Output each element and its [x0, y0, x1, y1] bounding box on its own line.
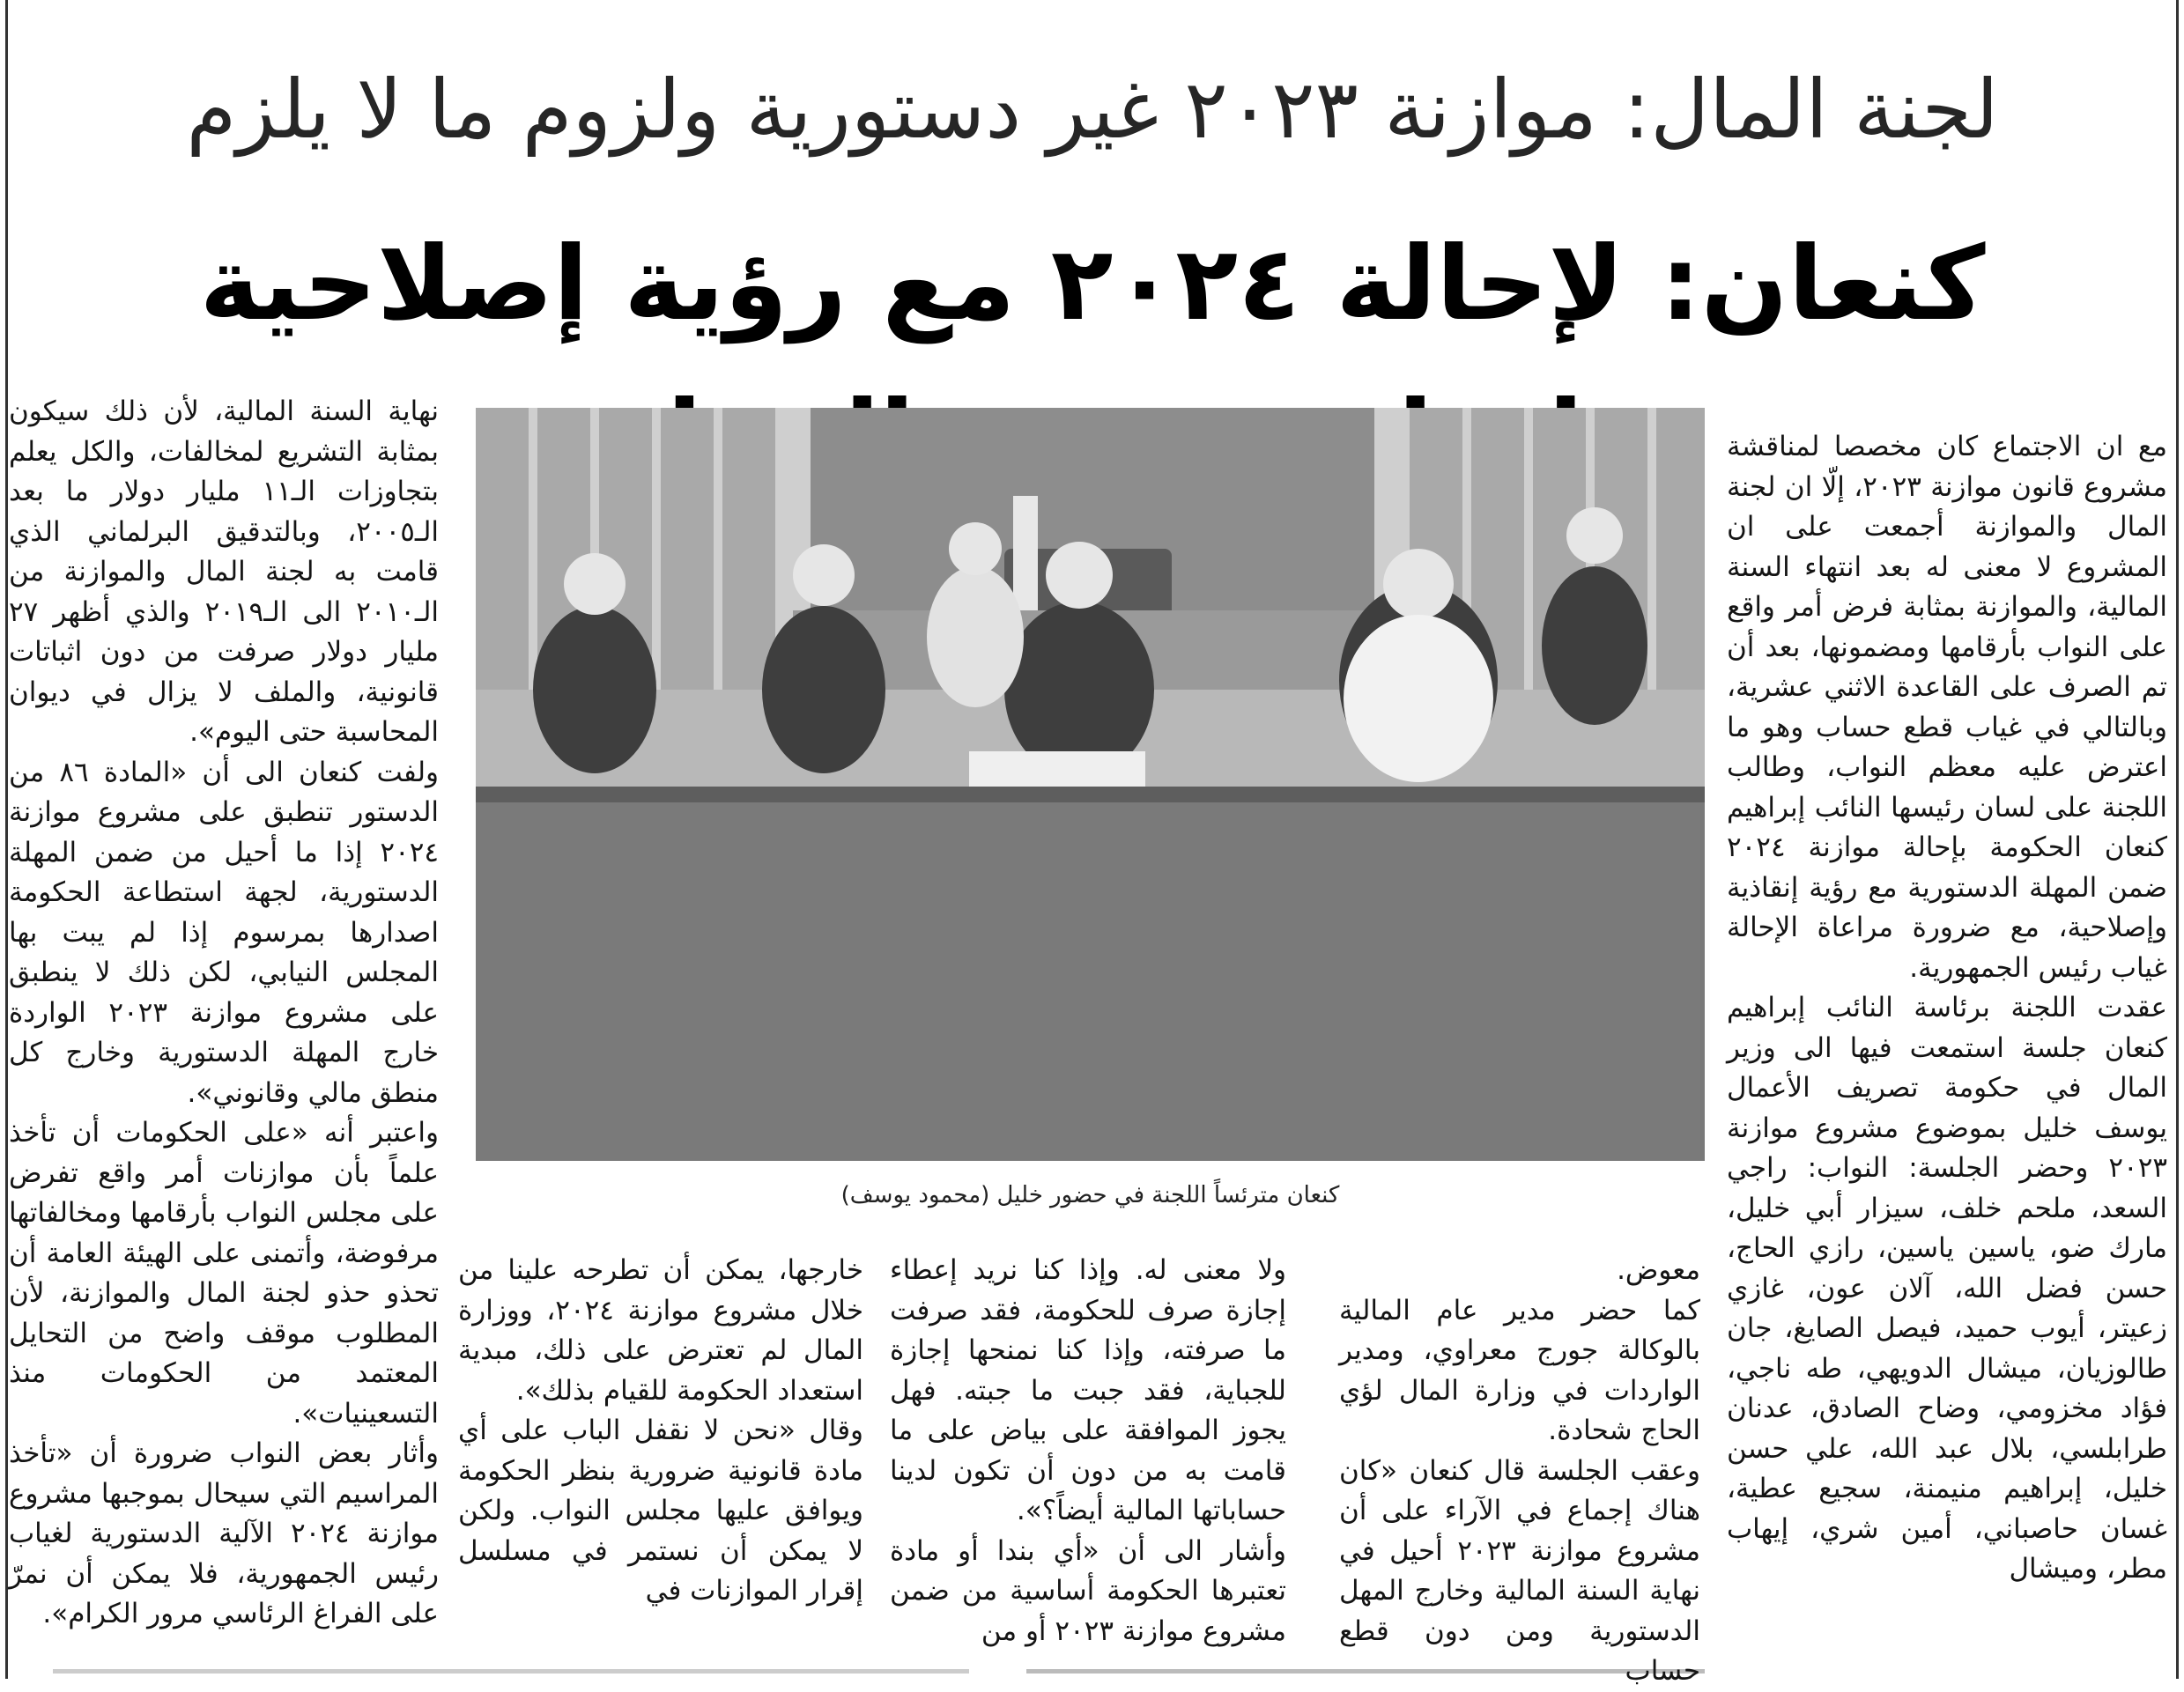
text-column-right	[1727, 427, 2167, 1660]
paragraph: وعقب الجلسة قال كنعان «كان هناك إجماع في الآراء على أن مشروع موازنة ٢٠٢٣ أحيل في نهاية السنة المالية وخارج المهل الدستورية ومن دون قطع حساب	[1339, 1454, 1700, 1687]
article-kicker: لجنة المال: موازنة ٢٠٢٣ غير دستورية ولزوم ما لا يلزم	[186, 63, 1999, 157]
paragraph: ولفت كنعان الى أن «المادة ٨٦ من الدستور تنطبق على مشروع موازنة ٢٠٢٤ إذا ما أحيل من ضمن المهلة الدستورية، لجهة استطاعة الحكومة اصدارها بمرسوم إذا لم يبت بها المجلس النيابي، لكن ذلك لا ينطبق على مشروع موازنة ٢٠٢٣ الواردة خارج المهلة الدستورية وخارج كل منطق مالي وقانوني».	[9, 756, 439, 1109]
paragraph: كما حضر مدير عام المالية بالوكالة جورج معراوي، ومدير الواردات في وزارة المال لؤي الحاج شحادة.	[1339, 1294, 1700, 1446]
text-column-center-b	[890, 1251, 1286, 1665]
paragraph: عقدت اللجنة برئاسة النائب إبراهيم كنعان جلسة استمعت فيها الى وزير المال في حكومة تصريف الأعمال يوسف خليل بموضوع مشروع موازنة ٢٠٢٣ وحضر الجلسة: النواب: راجي السعد، ملحم خلف، سيزار أبي خليل، مارك ضو، ياسين ياسين، رازي الحاج، حسن فضل الله، آلان عون، غازي زعيتر، أيوب حميد، فيصل الصايغ، جان طالوزيان، ميشال الدويهي، طه ناجي، فؤاد مخزومي، وضاح الصادق، عدنان طرابلسي، بلال عبد الله، علي حسن خليل، إبراهيم منيمنة، سجيع عطية، غسان حاصباني، أمين شري، إيهاب مطر، وميشال	[1727, 992, 2167, 1585]
page-border-left	[5, 0, 8, 1679]
text-column-left	[9, 392, 439, 1660]
paragraph: خارجها، يمكن أن تطرحه علينا من خلال مشروع موازنة ٢٠٢٤، ووزارة المال لم تعترض على ذلك، مبدية استعداد الحكومة للقيام بذلك».	[458, 1254, 863, 1407]
article-headline: كنعان: لإحالة ٢٠٢٤ مع رؤية إصلاحية	[199, 225, 1986, 344]
paragraph: ولا معنى له. وإذا كنا نريد إعطاء إجازة صرف للحكومة، فقد صرفت ما صرفته، وإذا كنا نمنحها إجازة للجباية، فقد جبت ما جبته. فهل يجوز الموافقة على بياض على ما قامت به من دون أن تكون لدينا حساباتها المالية أيضاً؟».	[890, 1254, 1286, 1526]
bottom-rule-left	[53, 1669, 969, 1674]
page-border-right	[2176, 0, 2179, 1679]
committee-photo	[476, 408, 1705, 1161]
paragraph: وأشار الى أن «أي بندا أو مادة تعتبرها الحكومة أساسية من ضمن مشروع موازنة ٢٠٢٣ أو من	[890, 1534, 1286, 1647]
photo-caption: كنعان مترئساً اللجنة في حضور خليل (محمود يوسف)	[840, 1182, 1340, 1208]
text-column-center-c	[458, 1251, 863, 1665]
paragraph: واعتبر أنه «على الحكومات أن تأخذ علماً بأن موازنات أمر واقع تفرض على مجلس النواب بأرقامها ومخالفاتها مرفوضة، وأتمنى على الهيئة العامة أن تحذو حذو لجنة المال والموازنة، لأن المطلوب موقف واضح من التحايل المعتمد من الحكومات منذ التسعينيات».	[9, 1117, 439, 1430]
paragraph: معوض.	[1617, 1254, 1700, 1286]
paragraph: نهاية السنة المالية، لأن ذلك سيكون بمثابة التشريع لمخالفات، والكل يعلم بتجاوزات الـ١١ مليار دولار ما بعد الـ٢٠٠٥، وبالتدقيق البرلماني الذي قامت به لجنة المال والموازنة من الـ٢٠١٠ الى الـ٢٠١٩ والذي أظهر ٢٧ مليار دولار صرفت من دون اثباتات قانونية، والملف لا يزال في ديوان المحاسبة حتى اليوم».	[9, 395, 439, 748]
committee-photo-illustration	[476, 408, 1705, 1161]
paragraph: مع ان الاجتماع كان مخصصا لمناقشة مشروع قانون موازنة ٢٠٢٣، إلّا ان لجنة المال والموازنة أجمعت على ان المشروع لا معنى له بعد انتهاء السنة المالية، والموازنة بمثابة فرض أمر واقع على النواب بأرقامها ومضمونها، بعد أن تم الصرف على القاعدة الاثني عشرية، وبالتالي في غياب قطع حساب وهو ما اعترض عليه معظم النواب، وطالب اللجنة على لسان رئيسها النائب إبراهيم كنعان الحكومة بإحالة موازنة ٢٠٢٤ ضمن المهلة الدستورية مع رؤية إنقاذية وإصلاحية، مع ضرورة مراعاة الإحالة غياب رئيس الجمهورية.	[1727, 431, 2167, 984]
paragraph: وقال «نحن لا نقفل الباب على أي مادة قانونية ضرورية بنظر الحكومة ويوافق عليها مجلس النواب. ولكن لا يمكن أن نستمر في مسلسل إقرار الموازنات في	[458, 1415, 863, 1607]
paragraph: وأثار بعض النواب ضرورة أن «تأخذ المراسيم التي سيحال بموجبها مشروع موازنة ٢٠٢٤ الآلية الدستورية لغياب رئيس الجمهورية، فلا يمكن أن نمرّ على الفراغ الرئاسي مرور الكرام».	[9, 1437, 439, 1629]
text-column-center-a	[1339, 1251, 1700, 1687]
